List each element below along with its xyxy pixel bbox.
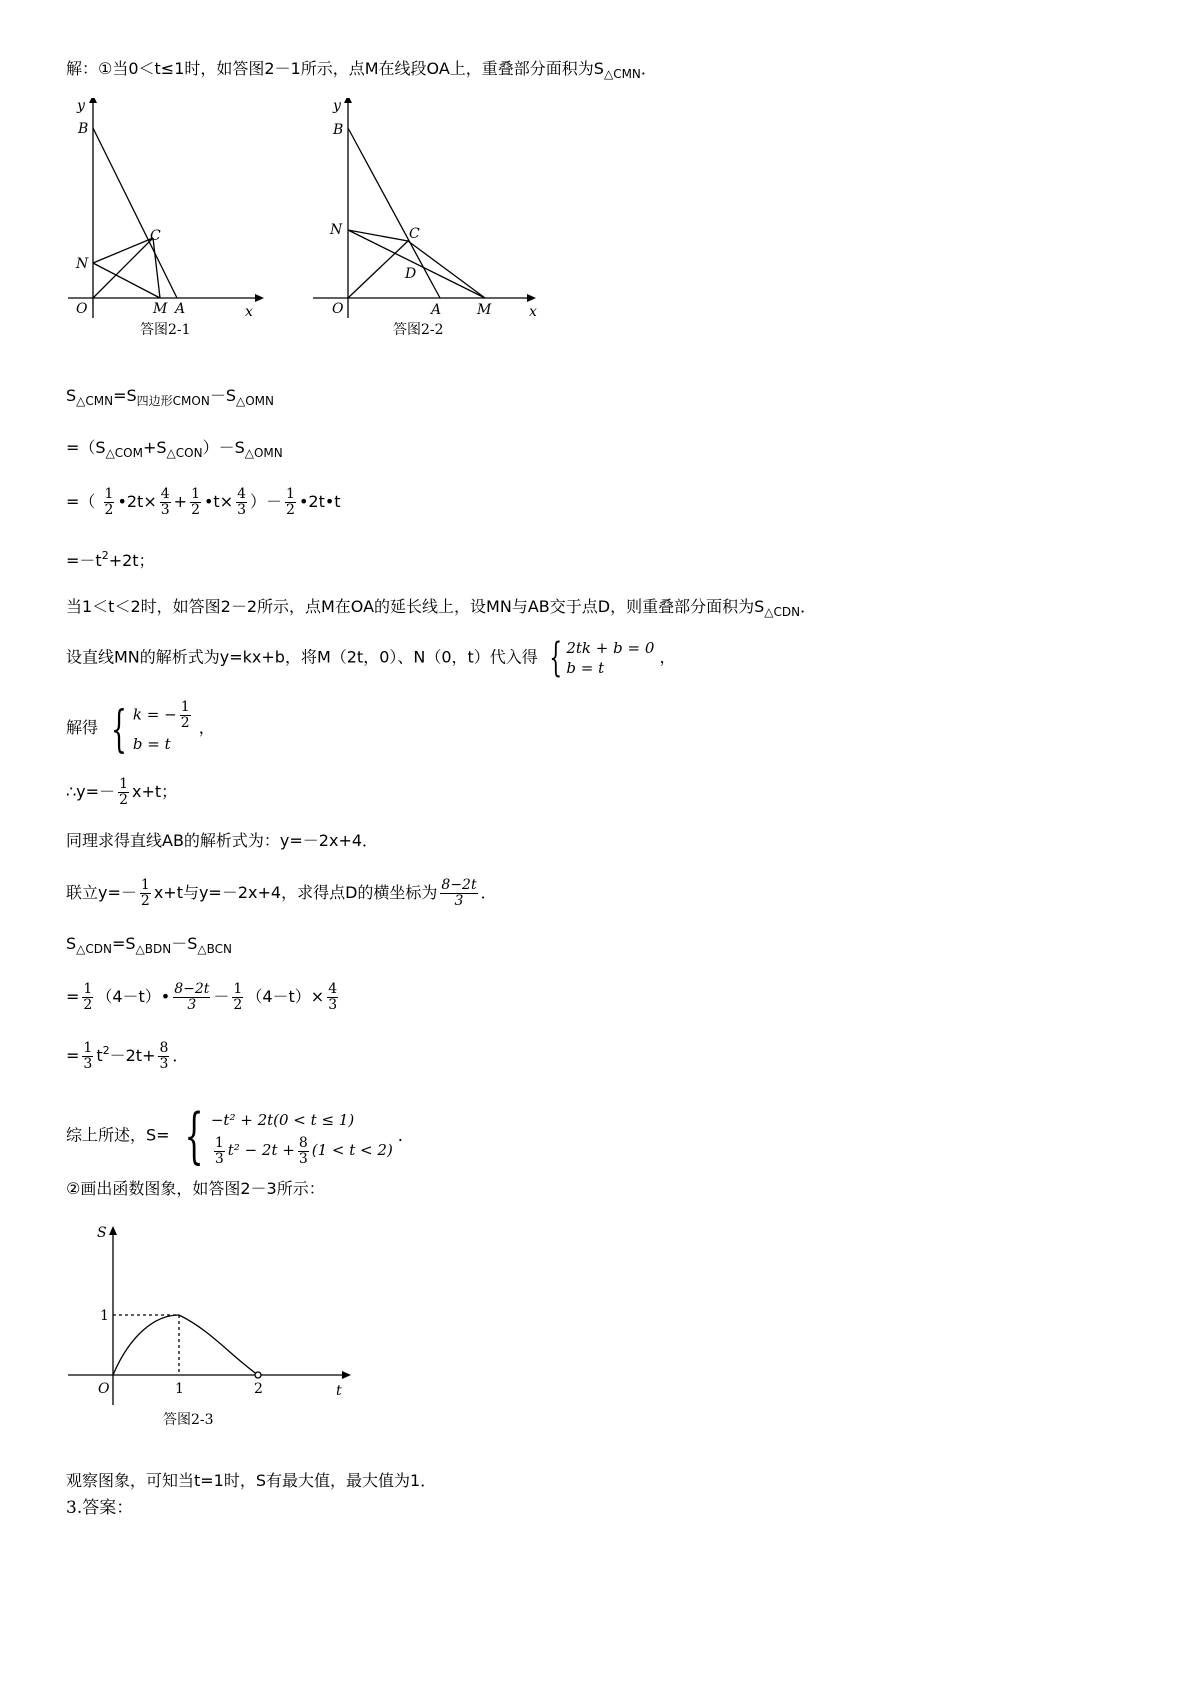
- yline-line: [66, 777, 177, 808]
- conclusion-text: 观察图象，可知当t=1时，S有最大值，最大值为1．: [66, 1471, 437, 1490]
- summary-line: [66, 1100, 414, 1171]
- solve-end: ，: [198, 718, 215, 737]
- mn-end: ，: [659, 647, 676, 667]
- label-y: y: [77, 98, 85, 114]
- label-d: D: [405, 266, 417, 282]
- fraction: $\frac{1}{2}$: [119, 776, 128, 808]
- eq2-pre: =（S: [66, 438, 106, 457]
- label-o: O: [332, 301, 344, 317]
- eq3-line: [66, 487, 341, 518]
- line-ab: [93, 128, 177, 298]
- conclusion-line: [66, 1470, 436, 1492]
- eq2-line: [66, 437, 283, 464]
- fraction: $\frac{1}{2}$: [140, 877, 150, 909]
- eq4-exp: 2: [101, 549, 109, 562]
- eq2-plus: +S: [142, 438, 167, 457]
- intro-line: [66, 58, 657, 85]
- eq4-pre: =－t: [66, 551, 102, 570]
- draw-line: [66, 1178, 325, 1200]
- equation-system: { 2tk + b = 0 b = t: [549, 635, 655, 681]
- eq1-sub1: △CMN: [76, 394, 114, 408]
- label-y: y: [333, 98, 341, 114]
- label-a: A: [431, 302, 442, 318]
- eq2-sub1: △COM: [105, 446, 143, 460]
- label-b: B: [333, 122, 344, 138]
- intro-text: 解：①当0＜t≤1时，如答图2－1所示，点M在线段OA上，重叠部分面积为S: [66, 59, 604, 78]
- line-cm: [153, 238, 160, 298]
- eq3-close: ）－: [250, 492, 283, 511]
- label-b: B: [78, 121, 89, 137]
- scdn3-line: = $\frac{1}{3}$ $t^2-2t+$ $\frac{8}{3}$ ．: [66, 1040, 189, 1072]
- intro-end: ．: [640, 59, 657, 78]
- eq4-line: [66, 545, 155, 572]
- fraction: $\frac{1}{3}$: [83, 1040, 93, 1072]
- eq3-t2: •t×: [203, 492, 234, 511]
- label-n: N: [330, 222, 343, 238]
- line-ab: [348, 128, 440, 298]
- eq1-line: [66, 385, 274, 412]
- yline-pre: ∴y=－: [66, 782, 116, 801]
- label-c: C: [409, 226, 420, 242]
- piecewise-function: { −t² + 2t(0 < t ≤ 1) $\frac{1}{3}$ t² − 2t + $\frac{8}{3}$ (1 < t < 2): [184, 1100, 393, 1171]
- draw-text: ②画出函数图象，如答图2－3所示：: [66, 1179, 325, 1198]
- fraction: $\frac{8-2t}{3}$: [441, 877, 477, 909]
- label-o: O: [98, 1381, 110, 1397]
- summary-end: ．: [397, 1125, 414, 1145]
- label-1-y: 1: [100, 1308, 109, 1324]
- joint-line: [66, 878, 497, 909]
- label-t: t: [336, 1383, 342, 1399]
- line-cm: [408, 241, 485, 298]
- intro-sub: △CMN: [603, 67, 641, 81]
- figure-2-3: [60, 1215, 360, 1445]
- curve-part-1: [113, 1315, 179, 1375]
- line-nm: [93, 263, 160, 298]
- endpoint-open: [255, 1372, 261, 1378]
- case2-text: 当1＜t＜2时，如答图2－2所示，点M在OA的延长线上，设MN与AB交于点D，则重叠部分面积为S: [66, 597, 765, 616]
- eq1-minus: －S: [209, 386, 236, 405]
- fraction: $\frac{1}{2}$: [191, 486, 200, 518]
- eq4-post: +2t；: [108, 551, 155, 570]
- ab-line: [66, 830, 378, 852]
- fraction: $\frac{1}{2}$: [83, 981, 93, 1013]
- solve-line: [66, 700, 215, 757]
- mn-text: 设直线MN的解析式为y=kx+b，将M（2t，0）、N（0，t）代入得: [66, 647, 538, 667]
- eq1-eq: =S: [113, 386, 137, 405]
- case2-sub: △CDN: [764, 605, 801, 619]
- eq3-plus: +: [173, 492, 188, 511]
- figure-2-2: [305, 98, 555, 348]
- fraction: $\frac{4}{3}$: [160, 486, 170, 518]
- yline-post: x+t；: [131, 782, 178, 801]
- label-n: N: [76, 256, 89, 272]
- figure-2-1: [60, 98, 290, 348]
- next-answer-text: 3.答案：: [66, 1498, 134, 1518]
- line-nc: [93, 238, 153, 263]
- label-o: O: [76, 301, 88, 317]
- solve-text: 解得: [66, 718, 99, 737]
- fraction: $\frac{1}{2}$: [286, 486, 295, 518]
- fraction: $\frac{1}{2}$: [104, 486, 114, 518]
- case2-line: [66, 596, 816, 623]
- joint-end: ．: [480, 883, 497, 902]
- label-1-x: 1: [175, 1381, 184, 1397]
- label-a: A: [175, 301, 186, 317]
- scdn-line: $S_{\triangle CDN}=S_{\triangle BDN}-S_{\triangle BCN}$: [66, 934, 233, 956]
- fraction: $\frac{4}{3}$: [237, 486, 247, 518]
- label-c: C: [150, 228, 161, 244]
- line-oc: [348, 241, 408, 298]
- fraction: $\frac{8-2t}{3}$: [174, 981, 210, 1013]
- eq2-close: ）－S: [202, 438, 245, 457]
- caption-2-1: 答图2-1: [140, 322, 191, 338]
- eq1-s: S: [66, 386, 77, 405]
- eq3-open: =（: [66, 492, 96, 511]
- fraction: $\frac{8}{3}$: [159, 1040, 169, 1072]
- ab-text: 同理求得直线AB的解析式为：y=－2x+4．: [66, 831, 379, 850]
- caption-2-2: 答图2-2: [393, 322, 444, 338]
- label-2: 2: [254, 1381, 263, 1397]
- eq3-t1: •2t×: [117, 492, 157, 511]
- label-x: x: [245, 304, 253, 320]
- curve-part-2: [179, 1315, 258, 1375]
- eq2-sub3: △OMN: [244, 446, 283, 460]
- label-m: M: [153, 301, 168, 317]
- eq1-sub2: 四边形CMON: [136, 394, 210, 408]
- scdn2-line: = $\frac{1}{2}$ （4－t）• $\frac{8-2t}{3}$ － $\frac{1}{2}$ （4－t）× $\frac{4}{3}$: [66, 981, 338, 1013]
- caption-2-3: 答图2-3: [163, 1412, 214, 1428]
- joint-pre: 联立y=－: [66, 883, 137, 902]
- eq2-sub2: △CON: [166, 446, 203, 460]
- next-answer-line: [66, 1497, 133, 1519]
- scdn-s: S: [66, 934, 77, 953]
- fraction: $\frac{1}{2}$: [233, 981, 243, 1013]
- case2-end: ．: [800, 597, 817, 616]
- summary-text: 综上所述，S=: [66, 1125, 170, 1145]
- line-nc: [348, 230, 408, 241]
- label-m: M: [477, 302, 492, 318]
- eq3-t3: •2t•t: [298, 492, 341, 511]
- joint-post: x+t与y=－2x+4，求得点D的横坐标为: [153, 883, 438, 902]
- label-s: S: [97, 1225, 107, 1241]
- label-x: x: [529, 304, 537, 320]
- fraction: $\frac{4}{3}$: [328, 981, 338, 1013]
- equation-system: { k = − $\frac{1}{2}$ b = t: [111, 699, 190, 758]
- mn-line: [66, 635, 676, 681]
- eq1-sub3: △OMN: [235, 394, 274, 408]
